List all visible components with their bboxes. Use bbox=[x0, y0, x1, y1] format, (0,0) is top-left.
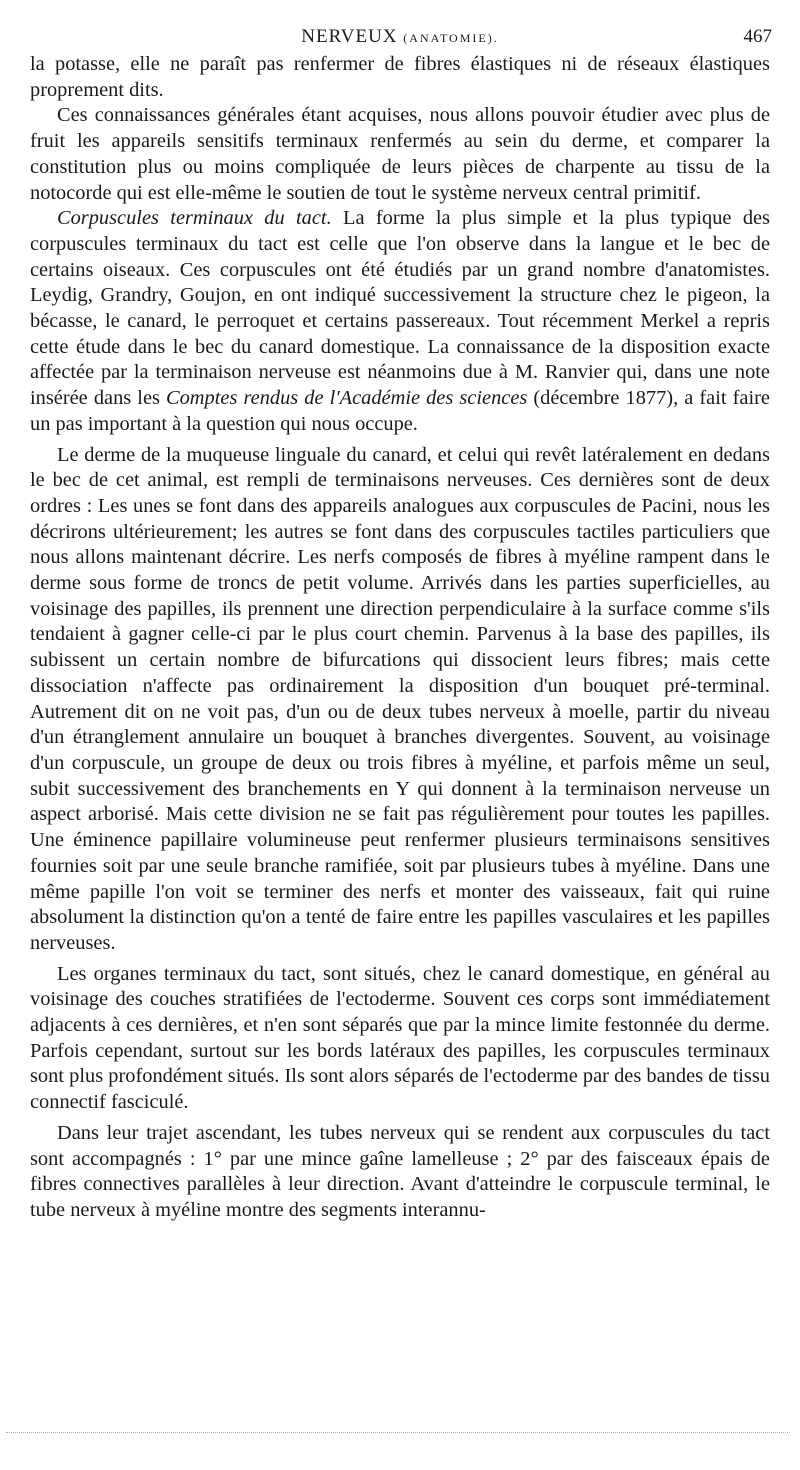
header-subtitle: (ANATOMIE). bbox=[403, 31, 499, 45]
header-title: NERVEUX bbox=[301, 26, 398, 47]
paragraph-3 bbox=[30, 206, 770, 437]
bottom-rule bbox=[6, 1432, 790, 1433]
paragraph-2: Ces connaissances générales étant acquises, nous allons pouvoir étudier avec plus de fruit les appareils sensitifs terminaux renfermés au sein du derme, et comparer la constitution plus ou moins compliquée de leurs pièces de charpente au tissu de la notocorde qui est elle-même le soutien de tout le système nerveux central primitif. bbox=[30, 104, 770, 204]
paragraph-1: la potasse, elle ne paraît pas renfermer de fibres élastiques ni de réseaux élastiques proprement dits. bbox=[30, 53, 770, 101]
citation-comptes-rendus: Comptes rendus de l'Académie des sciences bbox=[166, 387, 528, 410]
body-text bbox=[30, 52, 770, 1224]
paragraph-5: Les organes terminaux du tact, sont situés, chez le canard domestique, en général au voisinage des couches stratifiées de l'ectoderme. Souvent ces corps sont immédiatement adjacents à ces dernières, et n'en sont séparés que par la mince limite festonnée du derme. Parfois cependant, surtout sur les bords latéraux des papilles, les corpuscules terminaux sont plus profondément situés. Ils sont alors séparés de l'ectoderme par des bandes de tissu connectif fasciculé. bbox=[30, 962, 770, 1114]
paragraph-3-text-a: La forme la plus simple et la plus typique des corpuscules terminaux du tact est celle que l'on observe dans la langue et le bec de certains oiseaux. Ces corpuscules ont été étudiés par un grand nombre d'anatomistes. Leydig, Grandry, Goujon, en ont indiqué successivement la structure chez le pigeon, la bécasse, le canard, le perroquet et certains passereaux. Tout récemment Merkel a repris cette étude dans le bec du canard domestique. La connaissance de la disposition exacte affectée par la terminaison nerveuse est néanmoins due à M. Ranvier qui, dans une note insérée dans les bbox=[30, 207, 770, 410]
page bbox=[30, 0, 770, 1224]
page-number: 467 bbox=[743, 26, 772, 47]
paragraph-3-text-b: (décembre 1877), a fait faire un pas important à la question qui nous occupe. bbox=[30, 387, 770, 435]
paragraph-6: Dans leur trajet ascendant, les tubes nerveux qui se rendent aux corpuscules du tact sont accompagnés : 1° par une mince gaîne lamelleuse ; 2° par des faisceaux épais de fibres connectives parallèles à leur direction. Avant d'atteindre le corpuscule terminal, le tube nerveux à myéline montre des segments interannu- bbox=[30, 1121, 770, 1221]
section-heading-corpuscules: Corpuscules terminaux du tact. bbox=[57, 207, 332, 230]
running-title bbox=[30, 26, 770, 48]
running-header bbox=[30, 0, 770, 52]
paragraph-4: Le derme de la muqueuse linguale du canard, et celui qui revêt latéralement en dedans le bec de cet animal, est rempli de terminaisons nerveuses. Ces dernières sont de deux ordres : Les unes se font dans des appareils analogues aux corpuscules de Pacini, nous les décrirons ultérieurement; les autres se font dans des corpuscules tactiles particuliers que nous allons maintenant décrire. Les nerfs composés de fibres à myéline rampent dans le derme sous forme de troncs de petit volume. Arrivés dans les parties superficielles, au voisinage des papilles, ils prennent une direction perpendiculaire à la surface comme s'ils tendaient à gagner celle-ci par le plus court chemin. Parvenus à la base des papilles, ils subissent un certain nombre de bifurcations qui dissocient leurs fibres; mais cette dissociation n'affecte pas ordinairement la disposition d'un bouquet pré-terminal. Autrement dit on ne voit pas, d'un ou de deux tubes nerveux à moelle, partir du niveau d'un étranglement annulaire un bouquet à branches divergentes. Souvent, au voisinage d'un corpuscule, un groupe de deux ou trois fibres à myéline, et parfois même un seul, subit successivement des branchements en Y qui donnent à la terminaison nerveuse un aspect arborisé. Mais cette division ne se fait pas régulièrement pour toutes les papilles. Une éminence papillaire volumineuse peut renfermer plusieurs terminaisons sensitives fournies soit par une seule branche ramifiée, soit par plusieurs tubes à myéline. Dans une même papille l'on voit se terminer des nerfs et monter des vaisseaux, fait qui ruine absolument la distinction qu'on a tenté de faire entre les papilles vasculaires et les papilles nerveuses. bbox=[30, 443, 770, 954]
